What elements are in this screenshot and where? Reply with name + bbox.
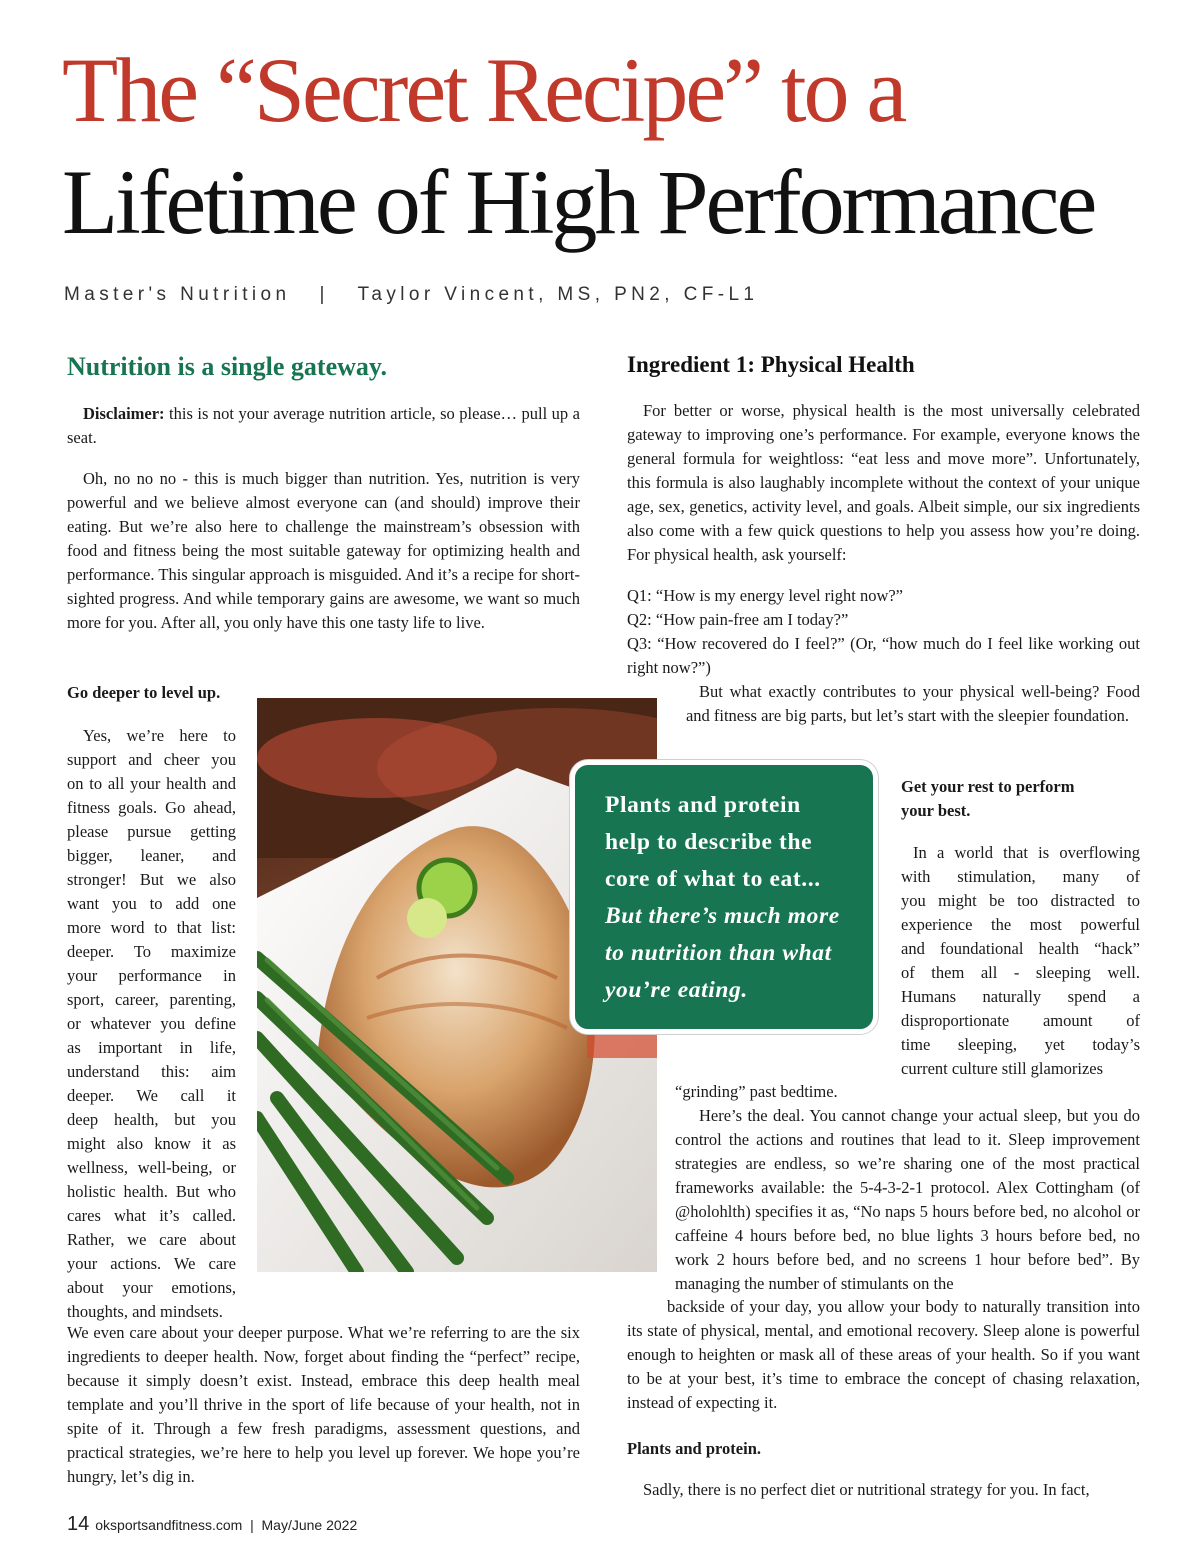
- narrow-column-line: bigger, leaner, and: [67, 846, 236, 865]
- recovery-paragraph: [627, 1295, 1140, 1415]
- title-line-2: Lifetime of High Performance: [62, 151, 1095, 253]
- physical-health-text: For better or worse, physical health is the most universally celebrated gateway to improving one’s performance. For example, everyone knows the general formula for weightloss: “eat less and move more”. Unfortunately, this formula is also laughably incomplete without the context of your unique age, sex, genetics, activity level, and goals. Albeit simple, our six ingredients also come with a few quick questions to help you assess how you’re doing. For physical health, ask yourself:: [627, 401, 1140, 564]
- sleep-protocol-text: Here’s the deal. You cannot change your actual sleep, but you do control the actions and routines that lead to it. Sleep improvement strategies are endless, so we’re sharing one of the most practical frameworks available: the 5-4-3-2-1 protocol. Alex Cottingham (of @holohlth) specifies it as, “No naps 5 hours before bed, no alcohol or caffeine 4 hours before bed, no blue lights 3 hours before bed, no work 2 hours before bed, and no screens 1 hour before bed”. By managing the number of stimulants on the: [675, 1106, 1140, 1293]
- pull-quote-line: But there’s much more: [605, 903, 840, 929]
- questions: [627, 584, 1140, 680]
- narrow-column-line: might also know it as: [67, 1134, 236, 1153]
- disclaimer-text: this is not your average nutrition article, so please… pull up a seat.: [67, 404, 580, 447]
- rest-column-line: Humans naturally spend a: [901, 987, 1140, 1006]
- intro-text: Oh, no no no - this is much bigger than nutrition. Yes, nutrition is very powerful and we believe almost everyone can (and should) improve their eating. But we’re also here to challenge the mainstream’s obsession with food and fitness being the most suitable gateway for optimizing health and performance. This singular approach is misguided. And it’s a recipe for short-sighted progress. And while temporary gains are awesome, we want so much more for you. After all, you only have this one tasty life to live.: [67, 469, 580, 632]
- narrow-column-line: Rather, we care about: [67, 1230, 236, 1249]
- narrow-column-line: please pursue getting: [67, 822, 236, 841]
- narrow-column-line: want you to add one: [67, 894, 236, 913]
- narrow-column-line: or whatever you define: [67, 1014, 236, 1033]
- foundation-text: But what exactly contributes to your physical well-being? Food and fitness are big parts, but let’s start with the sleepier foundation.: [685, 682, 1140, 725]
- rest-column-line: of them all - sleeping well.: [901, 963, 1140, 982]
- narrow-column: [67, 724, 236, 1324]
- pull-quote-line: help to describe the: [605, 829, 813, 855]
- narrow-column-line: your actions. We care: [67, 1254, 236, 1273]
- pull-quote-italic-lines: [605, 898, 857, 1009]
- question-2: Q2: “How pain-free am I today?”: [627, 610, 849, 629]
- disclaimer-label: Disclaimer:: [83, 404, 165, 423]
- narrow-column-line: Yes, we’re here to: [83, 726, 236, 745]
- intro-paragraph: [67, 467, 580, 635]
- rest-column-line: and foundational health “hack”: [901, 939, 1140, 958]
- pull-quote-line: Plants and protein: [605, 792, 801, 818]
- narrow-column-line: deeper. We call it: [67, 1086, 236, 1105]
- byline: Master's Nutrition | Taylor Vincent, MS, PN2, CF-L1: [64, 284, 759, 305]
- rest-column-line: time sleeping, yet today’s: [901, 1035, 1140, 1054]
- closing-paragraph: [67, 1321, 580, 1489]
- rest-column-line: with stimulation, many of: [901, 867, 1140, 886]
- rest-lines: [901, 841, 1140, 1081]
- narrow-column-line: sport, career, parenting,: [67, 990, 236, 1009]
- plants-text: Sadly, there is no perfect diet or nutritional strategy for you. In fact,: [643, 1480, 1090, 1499]
- physical-health-paragraph: [627, 399, 1140, 567]
- disclaimer-paragraph: [67, 402, 580, 450]
- narrow-column-line: thoughts, and mindsets.: [67, 1302, 223, 1321]
- rest-column-line: disproportionate amount of: [901, 1011, 1140, 1030]
- grinding-line: “grinding” past bedtime.: [675, 1082, 838, 1101]
- footer: [67, 1513, 357, 1536]
- closing-text: We even care about your deeper purpose. What we’re referring to are the six ingredients to deeper health. Now, forget about finding the “perfect” recipe, because it simply doesn’t exist. Instead, embrace this deep health meal template and you’ll thrive in the sport of life because of your health, not in spite of it. Through a few fresh paradigms, assessment questions, and practical strategies, we’re here to help you level up forever. We hope you’re hungry, let’s dig in.: [67, 1323, 580, 1486]
- narrow-column-line: deep health, but you: [67, 1110, 236, 1129]
- narrow-column-line: stronger! But we also: [67, 870, 236, 889]
- pull-quote-line: to nutrition than what: [605, 940, 832, 966]
- go-deeper-heading: Go deeper to level up.: [67, 683, 221, 702]
- narrow-column-line: your performance in: [67, 966, 236, 985]
- foundation-paragraph: [675, 680, 1140, 728]
- page-number: 14: [67, 1513, 90, 1535]
- narrow-lines: [67, 724, 236, 1324]
- narrow-column-line: holistic health. But who: [67, 1182, 236, 1201]
- narrow-column-line: more word to that list:: [67, 918, 236, 937]
- left-heading: Nutrition is a single gateway.: [67, 352, 387, 381]
- narrow-column-line: wellness, well-being, or: [67, 1158, 236, 1177]
- title-line-1: The “Secret Recipe” to a: [62, 39, 905, 141]
- footer-text: oksportsandfitness.com | May/June 2022: [95, 1517, 358, 1533]
- pull-quote-line: you’re eating.: [605, 977, 748, 1003]
- pull-quote: [570, 760, 878, 1034]
- narrow-column-line: as important in life,: [67, 1038, 236, 1057]
- narrow-column-line: fitness goals. Go ahead,: [67, 798, 236, 817]
- rest-narrow-column: [901, 841, 1140, 1081]
- rest-column-line: experience the most powerful: [901, 915, 1140, 934]
- recovery-text: backside of your day, you allow your body to naturally transition into its state of physical, mental, and emotional recovery. Sleep alone is powerful enough to heighten or mask all of these areas of your health. So if you want to be at your best, it’s time to embrace the concept of chasing relaxation, instead of expecting it.: [627, 1297, 1140, 1412]
- sleep-protocol-paragraph: [675, 1104, 1140, 1296]
- narrow-column-line: cares what it’s called.: [67, 1206, 236, 1225]
- rest-column-line: current culture still glamorizes: [901, 1059, 1104, 1078]
- narrow-column-line: deeper. To maximize: [67, 942, 236, 961]
- question-3: Q3: “How recovered do I feel?” (Or, “how much do I feel like working out right now?”): [627, 634, 1140, 677]
- rest-column-line: In a world that is overflowing: [913, 843, 1140, 862]
- rest-column-line: you might be too distracted to: [901, 891, 1140, 910]
- narrow-column-line: on to all your health and: [67, 774, 236, 793]
- narrow-column-line: about your emotions,: [67, 1278, 236, 1297]
- pull-quote-line: core of what to eat...: [605, 866, 821, 892]
- narrow-column-line: understand this: aim: [67, 1062, 236, 1081]
- rest-heading: Get your rest to perform your best.: [901, 777, 1075, 820]
- right-heading: Ingredient 1: Physical Health: [627, 352, 915, 377]
- pull-quote-bold-lines: [605, 787, 857, 898]
- plants-heading: Plants and protein.: [627, 1439, 762, 1458]
- narrow-column-line: support and cheer you: [67, 750, 236, 769]
- question-1: Q1: “How is my energy level right now?”: [627, 586, 904, 605]
- plants-paragraph: [627, 1478, 1140, 1502]
